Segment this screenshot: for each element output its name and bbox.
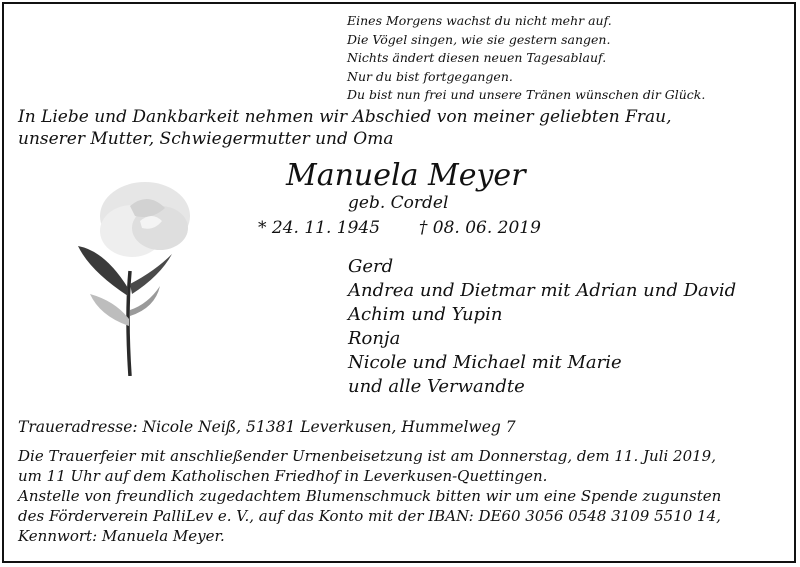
poem-line: Nichts ändert diesen neuen Tagesablauf. (347, 50, 607, 65)
born-name: geb. Cordel (348, 193, 449, 213)
mourners-list (348, 255, 736, 399)
rose-leaf-lower (90, 294, 129, 326)
mourner: Andrea und Dietmar mit Adrian und David (348, 280, 737, 301)
poem-line: Du bist nun frei und unsere Tränen wünschen dir Glück. (347, 87, 706, 102)
poem-line: Die Vögel singen, wie sie gestern sangen. (347, 31, 611, 47)
notice-line: des Förderverein PalliLev e. V., auf das Konto mit der IBAN: DE60 3056 0548 3109 5510 14, (18, 507, 721, 525)
deceased-name: Manuela Meyer (286, 158, 526, 193)
poem (347, 12, 705, 105)
poem-line: Nur du bist fortgegangen. (347, 68, 513, 84)
intro-line: unserer Mutter, Schwiegermutter und Oma (18, 129, 394, 149)
life-dates (258, 218, 541, 238)
death-symbol: † (418, 218, 428, 238)
death-date: 08. 06. 2019 (432, 218, 541, 238)
mourner: Gerd (348, 256, 394, 277)
mourning-address: Traueradresse: Nicole Neiß, 51381 Leverkusen, Hummelweg 7 (18, 418, 516, 436)
mourner: und alle Verwandte (348, 376, 525, 397)
notice-line: Kennwort: Manuela Meyer. (18, 527, 225, 545)
mourner: Achim und Yupin (348, 304, 503, 325)
rose-leaf-right (130, 254, 172, 294)
mourner: Nicole und Michael mit Marie (348, 352, 622, 373)
rose-image (60, 176, 210, 376)
mourner: Ronja (348, 328, 401, 349)
intro-line: In Liebe und Dankbarkeit nehmen wir Abschied von meiner geliebten Frau, (18, 107, 672, 127)
birth-symbol: * (258, 218, 267, 238)
funeral-notice (18, 446, 721, 546)
intro-text (18, 106, 672, 150)
notice-line: Die Trauerfeier mit anschließender Urnenbeisetzung ist am Donnerstag, dem 11. Juli 2019, (18, 447, 716, 465)
notice-line: um 11 Uhr auf dem Katholischen Friedhof in Leverkusen-Quettingen. (18, 467, 548, 485)
poem-line: Eines Morgens wachst du nicht mehr auf. (347, 13, 612, 28)
notice-line: Anstelle von freundlich zugedachtem Blumenschmuck bitten wir um eine Spende zugunsten (18, 487, 722, 505)
birth-date: 24. 11. 1945 (271, 218, 381, 238)
